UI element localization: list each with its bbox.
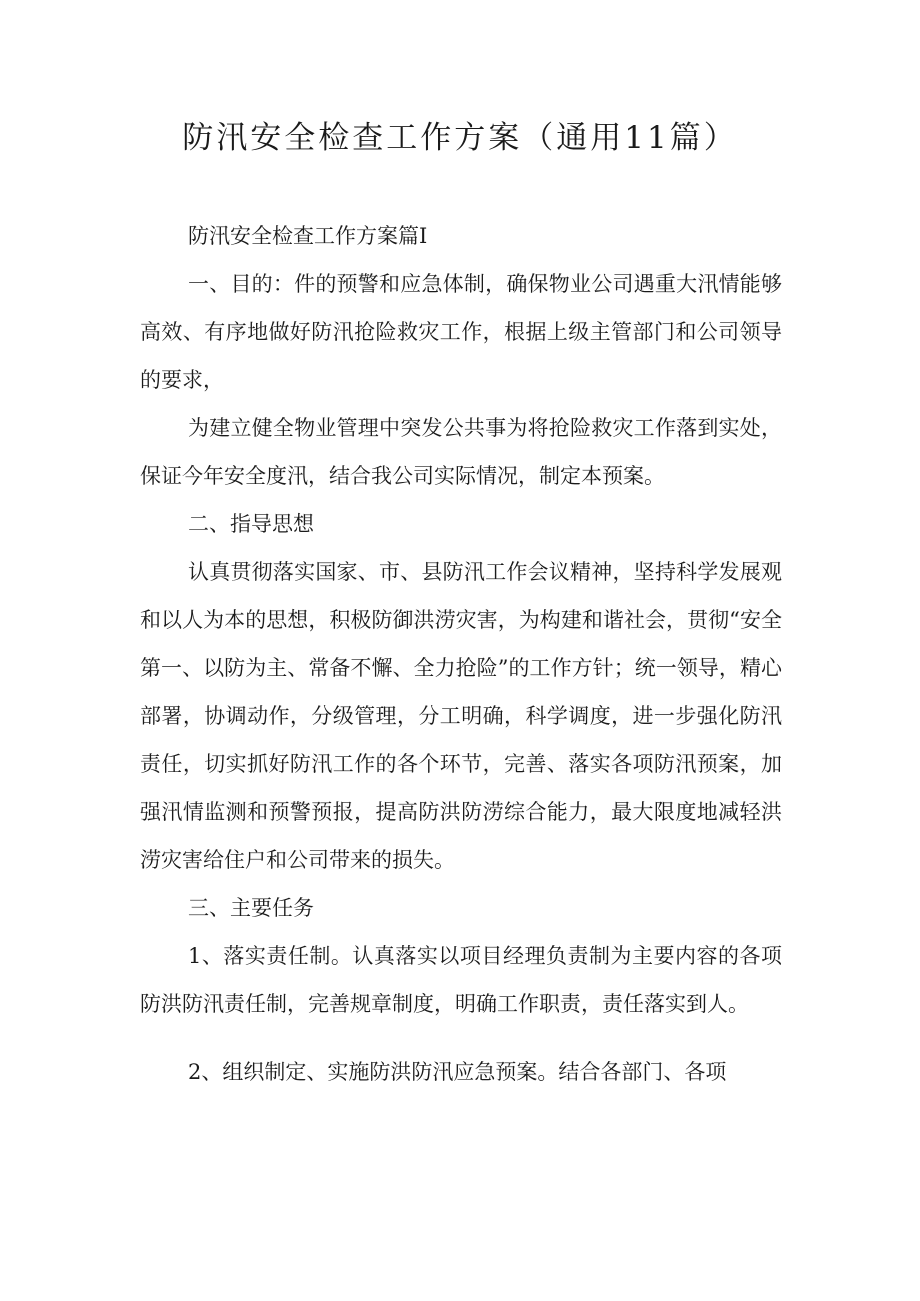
section-heading: 二、指导思想 bbox=[188, 512, 314, 536]
section-heading: 三、主要任务 bbox=[188, 896, 314, 920]
paragraph: 2、组织制定、实施防洪防汛应急预案。结合各部门、各项 bbox=[188, 1060, 727, 1084]
paragraph: 认真贯彻落实国家、市、县防汛工作会议精神，坚持科学发展观和以人为本的思想，积极防御洪涝灾害，为构建和谐社会，贯彻“安全第一、以防为主、常备不懈、全力抢险”的工作方针；统一领导，精心部署，协调动作，分级管理，分工明确，科学调度，进一步强化防汛责任，切实抓好防汛工作的各个环节，完善、落实各项防汛预案，加强汛情监测和预警预报，提高防洪防涝综合能力，最大限度地减轻洪涝灾害给住户和公司带来的损失。 bbox=[140, 560, 782, 872]
section-heading: 防汛安全检查工作方案篇I bbox=[188, 224, 428, 248]
paragraph: 为建立健全物业管理中突发公共事为将抢险救灾工作落到实处，保证今年安全度汛，结合我公司实际情况，制定本预案。 bbox=[140, 416, 782, 488]
paragraph: 一、目的：件的预警和应急体制，确保物业公司遇重大汛情能够高效、有序地做好防汛抢险救灾工作，根据上级主管部门和公司领导的要求， bbox=[140, 272, 782, 392]
paragraph: 1、落实责任制。认真落实以项目经理负责制为主要内容的各项防洪防汛责任制，完善规章制度，明确工作职责，责任落实到人。 bbox=[140, 944, 782, 1016]
document-body bbox=[140, 212, 782, 1096]
document-title: 防汛安全检查工作方案（通用11篇） bbox=[182, 120, 738, 156]
